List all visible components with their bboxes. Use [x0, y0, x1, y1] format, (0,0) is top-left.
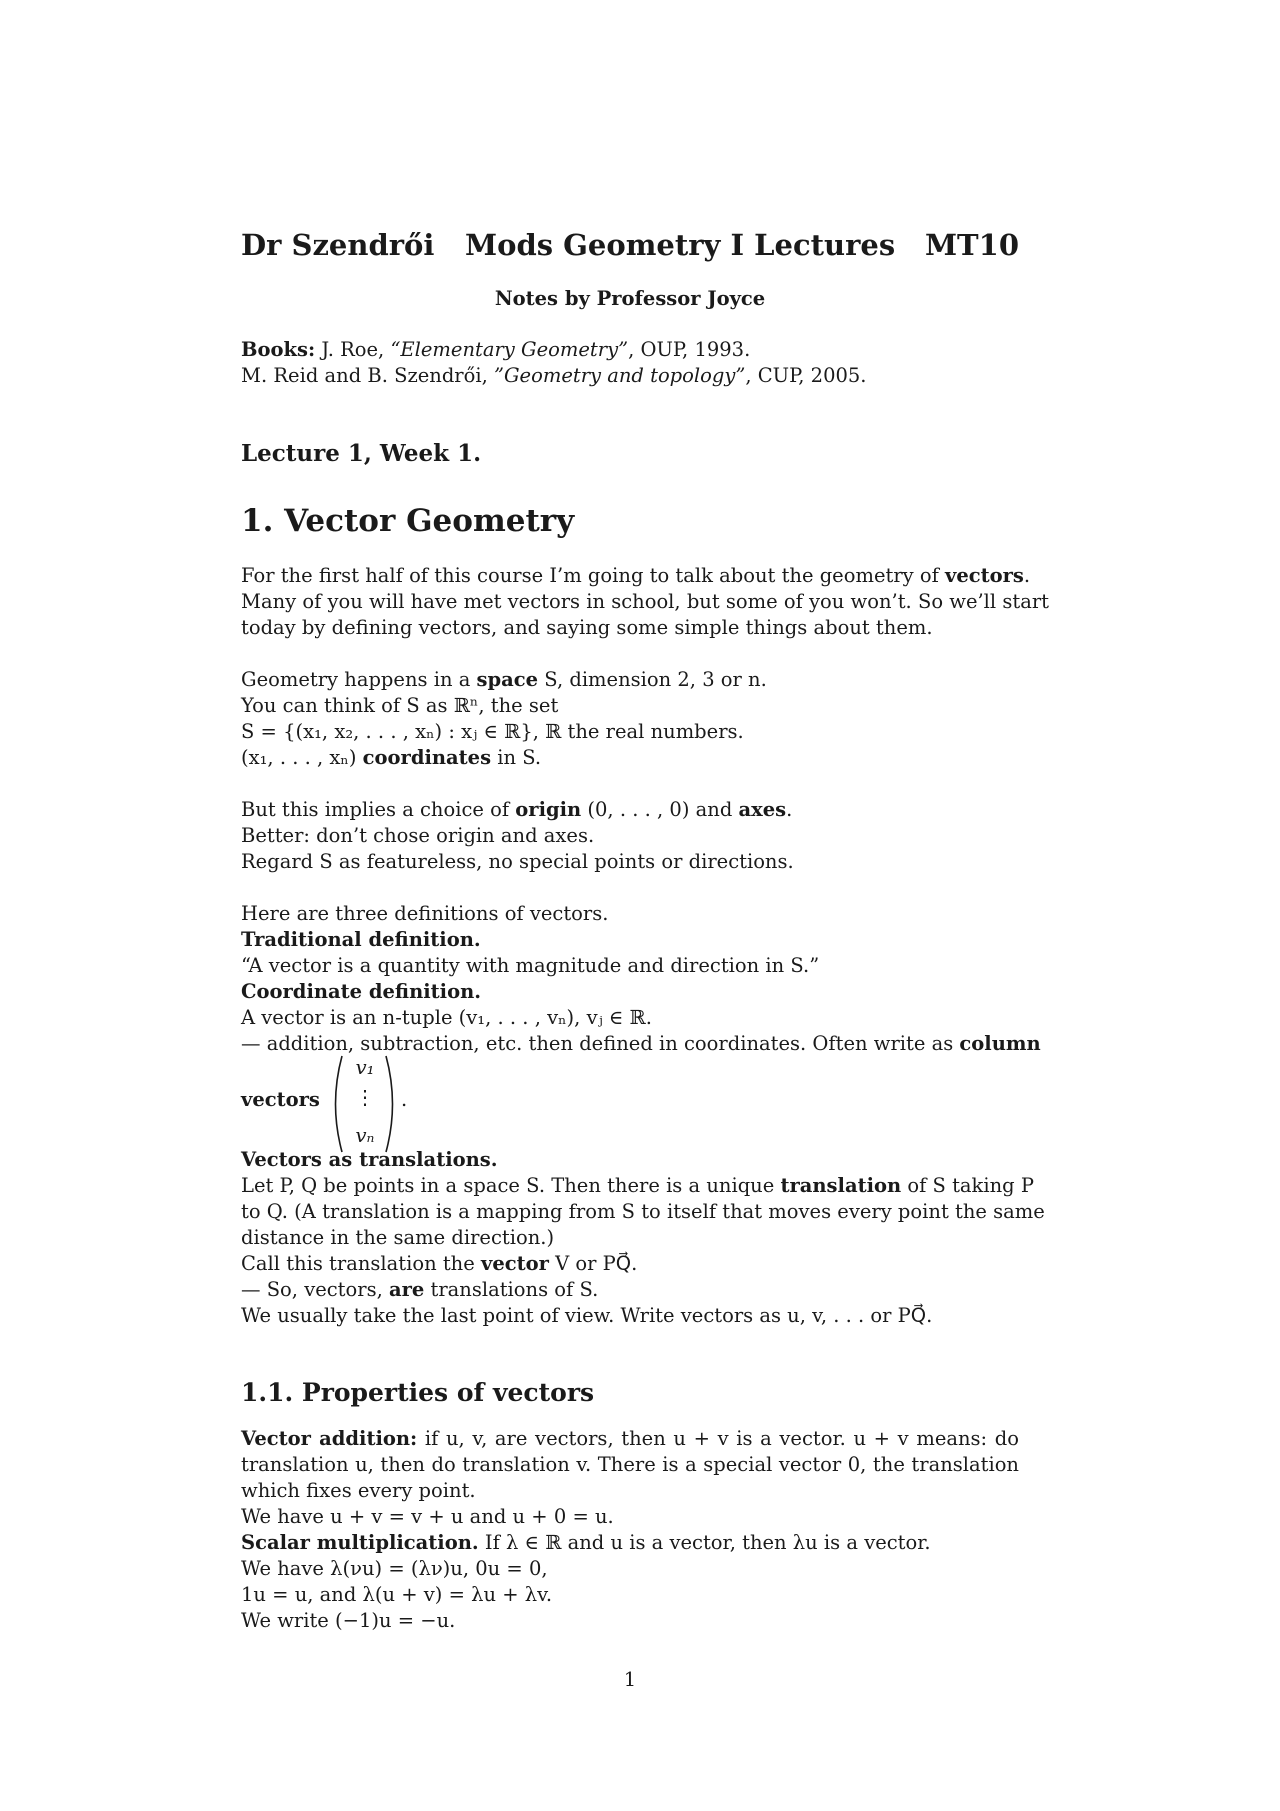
- text: Let P, Q be points in a space S. Then there is a unique: [241, 1174, 781, 1197]
- paragraph-line: distance in the same direction.): [241, 1226, 555, 1249]
- text: S, dimension 2, 3 or n.: [538, 668, 767, 691]
- text: For the first half of this course I’m going to talk about the geometry of: [241, 564, 946, 587]
- books-text: , OUP, 1993.: [628, 338, 751, 361]
- books-line-2: [241, 363, 1019, 389]
- bold-term: column: [959, 1032, 1041, 1055]
- text: Call this translation the: [241, 1252, 481, 1275]
- book-title: “Elementary Geometry”: [390, 338, 629, 361]
- document-header: [241, 228, 1019, 268]
- text: if u, v, are vectors, then u + v is a vector. u + v means: do: [417, 1427, 1019, 1450]
- column-vector: [241, 1054, 1019, 1154]
- page-number: 1: [623, 1668, 637, 1691]
- header-title: Mods Geometry I Lectures: [465, 228, 896, 262]
- paragraph-line: Better: don’t chose origin and axes.: [241, 824, 595, 847]
- paragraph-line: [241, 1426, 1019, 1452]
- paragraph-line: A vector is an n-tuple (v₁, . . . , vₙ), vⱼ ∈ ℝ.: [241, 1006, 652, 1029]
- text: — addition, subtraction, etc. then defined in coordinates. Often write as: [241, 1032, 960, 1055]
- vector-period: .: [401, 1088, 408, 1111]
- books-text: J. Roe,: [321, 338, 391, 361]
- vectors-label: vectors: [241, 1088, 320, 1111]
- paragraph-line: to Q. (A translation is a mapping from S to itself that moves every point the same: [241, 1200, 1045, 1223]
- text: But this implies a choice of: [241, 798, 516, 821]
- text: V or PQ⃗.: [548, 1252, 638, 1275]
- paragraph-line: [241, 667, 1019, 693]
- bold-term: axes: [738, 798, 787, 821]
- bold-term: space: [476, 668, 539, 691]
- section-heading: 1. Vector Geometry: [241, 503, 575, 539]
- definition-title: Traditional definition.: [241, 928, 481, 951]
- bold-term: vector: [480, 1252, 549, 1275]
- paragraph-line: [241, 1251, 1019, 1277]
- paragraph-line: [241, 1173, 1034, 1199]
- paragraph-line: Many of you will have met vectors in school, but some of you won’t. So we’ll start: [241, 590, 1049, 613]
- paragraph-line: [241, 1530, 1019, 1556]
- right-paren-icon: [383, 1054, 401, 1154]
- subsection-heading: 1.1. Properties of vectors: [241, 1378, 595, 1407]
- paragraph-line: You can think of S as ℝⁿ, the set: [241, 694, 559, 717]
- bold-term: Vector addition:: [241, 1427, 418, 1450]
- text: of S taking P: [901, 1174, 1034, 1197]
- text: — So, vectors,: [241, 1278, 389, 1301]
- paragraph-line: S = {(x₁, x₂, . . . , xₙ) : xⱼ ∈ ℝ}, ℝ the real numbers.: [241, 720, 744, 743]
- bold-term: translation: [780, 1174, 902, 1197]
- paragraph-line: [241, 745, 1019, 771]
- paragraph-line: 1u = u, and λ(u + v) = λu + λv.: [241, 1583, 553, 1606]
- bold-term: origin: [515, 798, 582, 821]
- text: Geometry happens in a: [241, 668, 477, 691]
- paragraph-line: which fixes every point.: [241, 1479, 476, 1502]
- lecture-heading: Lecture 1, Week 1.: [241, 440, 482, 467]
- left-paren-icon: [327, 1054, 345, 1154]
- paragraph-line: [241, 1277, 1019, 1303]
- paragraph-line: We have λ(νu) = (λν)u, 0u = 0,: [241, 1557, 548, 1580]
- bold-term: are: [388, 1278, 425, 1301]
- book-title: ”Geometry and topology”: [494, 364, 746, 387]
- vector-entry-first: v₁: [355, 1056, 375, 1079]
- text: .: [786, 798, 793, 821]
- header-author: Dr Szendrői: [241, 228, 435, 262]
- bold-term: coordinates: [362, 746, 492, 769]
- text: If λ ∈ ℝ and u is a vector, then λu is a vector.: [478, 1531, 931, 1554]
- paragraph-line: “A vector is a quantity with magnitude and direction in S.”: [241, 954, 820, 977]
- paragraph-line: today by defining vectors, and saying some simple things about them.: [241, 616, 933, 639]
- paragraph-line: We write (−1)u = −u.: [241, 1609, 456, 1632]
- text: translations of S.: [424, 1278, 599, 1301]
- vector-entry-dots: ⋮: [355, 1086, 375, 1109]
- books-line-1: [241, 337, 1019, 363]
- paragraph-line: Regard S as featureless, no special points or directions.: [241, 850, 794, 873]
- vector-entry-last: vₙ: [355, 1124, 375, 1147]
- books-text: M. Reid and B. Szendrői,: [241, 364, 495, 387]
- definition-title: Coordinate definition.: [241, 980, 482, 1003]
- paragraph-line: We usually take the last point of view. Write vectors as u, v, . . . or PQ⃗.: [241, 1304, 933, 1327]
- text: in S.: [491, 746, 542, 769]
- header-subtitle: Notes by Professor Joyce: [494, 287, 766, 310]
- text: (x₁, . . . , xₙ): [241, 746, 363, 769]
- bold-term: vectors: [945, 564, 1024, 587]
- paragraph-line: We have u + v = v + u and u + 0 = u.: [241, 1505, 614, 1528]
- header-term: MT10: [924, 228, 1019, 262]
- paragraph-line: [241, 797, 1019, 823]
- paragraph-line: Here are three definitions of vectors.: [241, 902, 609, 925]
- books-text: , CUP, 2005.: [745, 364, 867, 387]
- text: (0, . . . , 0) and: [581, 798, 739, 821]
- paragraph-line: [241, 563, 1031, 589]
- bold-term: Scalar multiplication.: [241, 1531, 479, 1554]
- text: .: [1023, 564, 1031, 587]
- definition-title: Vectors as translations.: [241, 1148, 498, 1171]
- books-label: Books:: [241, 338, 316, 361]
- paragraph-line: translation u, then do translation v. There is a special vector 0, the translation: [241, 1453, 1019, 1476]
